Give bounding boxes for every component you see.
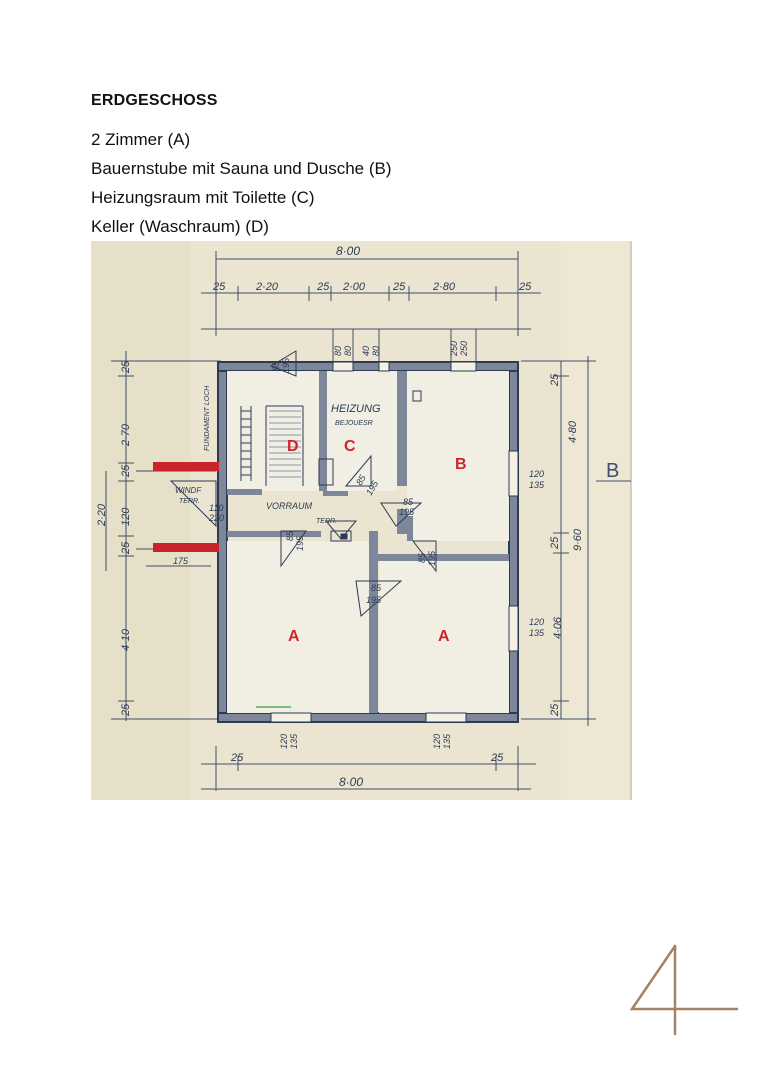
dim-label: 135 (289, 733, 299, 749)
dim-label: 195 (366, 595, 382, 605)
dim-label: 195 (427, 550, 437, 566)
dim-label: 25 (491, 752, 504, 764)
dim-label: 25 (120, 541, 132, 554)
dim-label: 25 (120, 703, 132, 716)
dim-label: 25 (120, 464, 132, 477)
dim-label: 220 (209, 513, 225, 523)
dim-label: 120 (279, 733, 289, 749)
dim-label: 195 (399, 507, 415, 517)
room-label-bejouestr: BEJOUESR (335, 420, 373, 427)
dim-label: 135 (529, 480, 545, 490)
dim-label: 4·10 (120, 628, 132, 651)
room-label-terr2: TERR. (179, 498, 200, 505)
dim-label: 80 (333, 345, 343, 356)
dim-label: 2·80 (433, 281, 456, 293)
dim-label: 80 (371, 345, 381, 356)
red-wall-marker (153, 543, 219, 552)
room-list (91, 125, 392, 241)
dim-top-total: 8·00 (336, 244, 361, 258)
dim-label: 110 (209, 503, 224, 513)
room-marker-a: A (438, 628, 450, 645)
room-label-terr: TERR. (316, 518, 337, 525)
dim-label: 2·00 (343, 281, 366, 293)
dim-label: 85 (271, 360, 281, 371)
dim-label: 25 (393, 281, 406, 293)
floor-plan (91, 241, 632, 800)
dim-label: 2·20 (256, 281, 279, 293)
dim-label: 195 (295, 535, 305, 551)
room-label-heizung: HEIZUNG (331, 403, 381, 415)
dim-label: 9·60 (572, 528, 584, 551)
dim-label: 80 (343, 345, 353, 356)
room-label-windf: WINDF (175, 486, 202, 495)
dim-label: 85 (285, 530, 295, 541)
dim-label: 120 (120, 507, 132, 526)
dim-bottom-total: 8·00 (339, 775, 364, 789)
dim-label: 85 (403, 497, 414, 507)
room-marker-d: D (287, 438, 299, 455)
dim-label: 25 (120, 360, 132, 373)
room-marker-c: C (344, 438, 356, 455)
room-list-item: Keller (Waschraum) (D) (91, 217, 269, 236)
dim-label: 195 (364, 478, 381, 497)
dim-label: 85 (354, 473, 368, 487)
room-label-vorraum: VORRAUM (266, 501, 313, 511)
section-marker-b: B (606, 460, 620, 482)
dim-label: 120 (529, 617, 545, 627)
room-list-item: Heizungsraum mit Toilette (C) (91, 188, 315, 207)
dim-label: 25 (549, 703, 561, 716)
dim-label: 25 (549, 373, 561, 386)
dim-label: 25 (231, 752, 244, 764)
dim-label: 250 (449, 340, 459, 356)
dim-label: 120 (529, 469, 545, 479)
dim-label: 85 (371, 583, 382, 593)
dim-label: 135 (529, 628, 545, 638)
dim-label: 2·70 (120, 423, 132, 446)
dim-label: 25 (213, 281, 226, 293)
room-label-fundament: FUNDAMENT LOCH (204, 385, 211, 451)
room-list-item: Bauernstube mit Sauna und Dusche (B) (91, 159, 392, 178)
floor-plan-drawing (91, 241, 632, 800)
dim-label: 195 (281, 357, 291, 373)
room-marker-b: B (455, 456, 467, 473)
dim-label: 4·06 (552, 616, 564, 639)
dim-label: 4·80 (567, 420, 579, 443)
dim-label: 135 (442, 733, 452, 749)
dim-label: 25 (519, 281, 532, 293)
dim-label: 25 (549, 536, 561, 549)
room-list-item: 2 Zimmer (A) (91, 130, 191, 149)
dim-label: 120 (432, 733, 442, 749)
dim-label: 85 (417, 552, 427, 563)
dim-label: 250 (459, 340, 469, 356)
room-marker-a: A (288, 628, 300, 645)
section-heading: ERDGESCHOSS (91, 92, 218, 109)
dim-label: 175 (173, 556, 189, 566)
red-wall-marker (153, 462, 219, 471)
dim-label: 25 (317, 281, 330, 293)
dim-label: 2·20 (96, 503, 108, 526)
dim-label: 40 (361, 345, 371, 356)
